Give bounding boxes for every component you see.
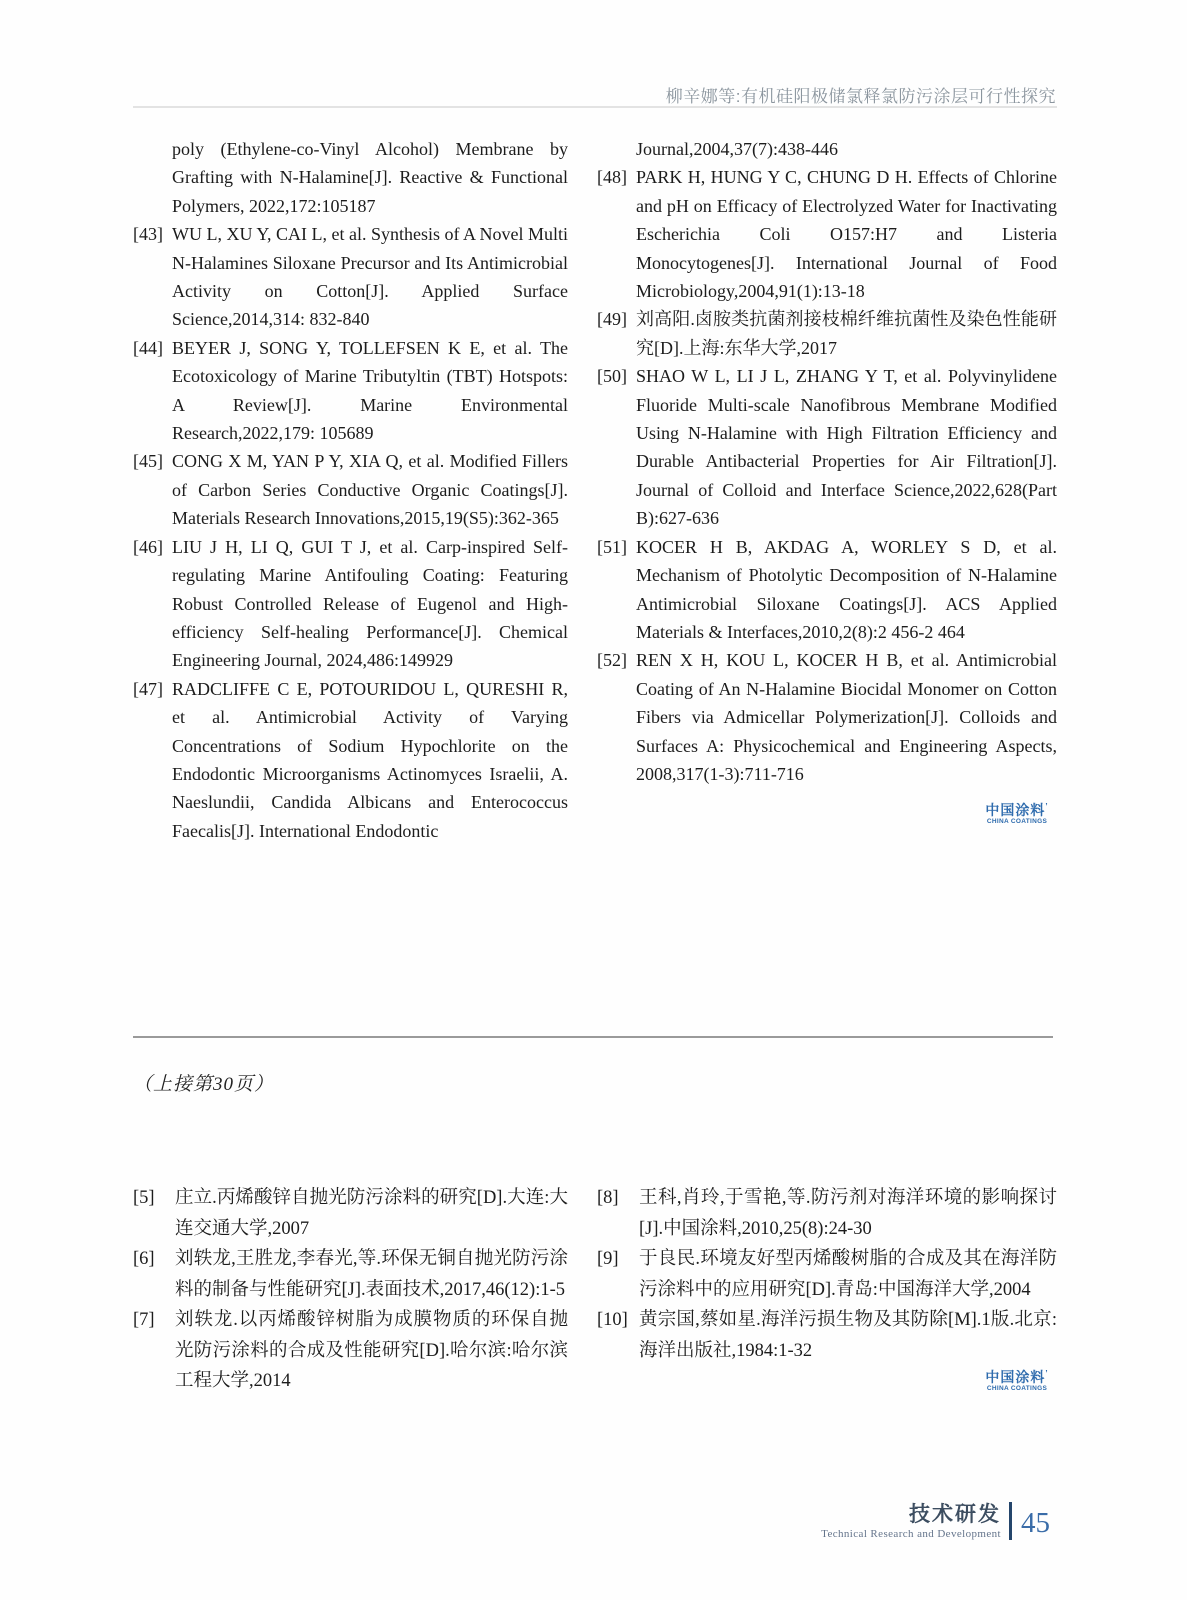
reference-item [597, 362, 1057, 532]
reference-text: 刘轶龙.以丙烯酸锌树脂为成膜物质的环保自抛光防污涂料的合成及性能研究[D].哈尔滨:哈尔滨工程大学,2014 [175, 1310, 568, 1391]
footer-section-cn: 技术研发 [909, 1502, 1001, 1526]
reference-number: [47] [133, 678, 163, 699]
reference-number: [9] [597, 1249, 619, 1269]
references-section-top [133, 135, 1057, 845]
reference-item [597, 1183, 1057, 1244]
reference-number: [48] [597, 167, 627, 188]
section-divider-rule [133, 1036, 1053, 1038]
running-head-title: 柳辛娜等:有机硅阳极储氯释氯防污涂层可行性探究 [665, 87, 1056, 106]
page-footer [821, 1502, 1050, 1540]
reference-item [133, 135, 568, 220]
reference-item [133, 1183, 568, 1244]
reference-number: [43] [133, 224, 163, 245]
reference-item [133, 1244, 568, 1305]
logo-text-en: CHINA COATINGS [986, 818, 1048, 825]
reference-text: RADCLIFFE C E, POTOURIDOU L, QURESHI R, et al. Antimicrobial Activity of Varying Concentrations of Sodium Hypochlorite on the Endodontic Microorganisms Actinomyces Israelii, A. Naeslundii, Candida Albicans and Enterococcus Faecalis[J]. International Endodontic [172, 678, 568, 841]
continuation-note: （上接第30页） [133, 1074, 275, 1095]
footer-divider-bar [1009, 1502, 1012, 1540]
reference-text: 庄立.丙烯酸锌自抛光防污涂料的研究[D].大连:大连交通大学,2007 [175, 1188, 568, 1239]
logo-text-cn: 中国涂料’ [985, 802, 1049, 818]
reference-item [133, 447, 568, 532]
reference-number: [7] [133, 1310, 155, 1330]
reference-item [133, 533, 568, 675]
reference-number: [49] [597, 309, 627, 330]
reference-text: Journal,2004,37(7):438-446 [636, 139, 838, 159]
reference-number: [8] [597, 1188, 619, 1208]
header-rule [133, 106, 1057, 108]
references-section-bottom [133, 1183, 1057, 1397]
reference-number: [44] [133, 337, 163, 358]
reference-text: SHAO W L, LI J L, ZHANG Y T, et al. Polyvinylidene Fluoride Multi-scale Nanofibrous Membrane Modified Using N-Halamine with High Filtration Efficiency and Durable Antibacterial Properties for Air Filtration[J]. Journal of Colloid and Interface Science,2022,628(Part B):627-636 [636, 366, 1057, 529]
footer-section-en: Technical Research and Development [821, 1528, 1001, 1540]
logo-text-en: CHINA COATINGS [986, 1385, 1048, 1392]
reference-text: 刘高阳.卤胺类抗菌剂接枝棉纤维抗菌性及染色性能研究[D].上海:东华大学,2017 [636, 309, 1057, 358]
reference-item [597, 135, 1057, 163]
reference-item [133, 220, 568, 334]
references-column-right [597, 135, 1057, 845]
footer-section-title [821, 1503, 1001, 1540]
reference-number: [52] [597, 650, 627, 671]
reference-text: 刘轶龙,王胜龙,李春光,等.环保无铜自抛光防污涂料的制备与性能研究[J].表面技术,2017,46(12):1-5 [175, 1249, 568, 1300]
reference-text: poly (Ethylene-co-Vinyl Alcohol) Membrane by Grafting with N-Halamine[J]. Reactive & Functional Polymers, 2022,172:105187 [172, 139, 568, 216]
reference-number: [50] [597, 366, 627, 387]
reference-item [597, 646, 1057, 788]
reference-text: BEYER J, SONG Y, TOLLEFSEN K E, et al. The Ecotoxicology of Marine Tributyltin (TBT) Hotspots: A Review[J]. Marine Environmental Research,2022,179: 105689 [172, 337, 568, 444]
reference-text: CONG X M, YAN P Y, XIA Q, et al. Modified Fillers of Carbon Series Conductive Organic Coatings[J]. Materials Research Innovations,2015,19(S5):362-365 [172, 451, 568, 529]
reference-text: WU L, XU Y, CAI L, et al. Synthesis of A Novel Multi N-Halamines Siloxane Precursor and Its Antimicrobial Activity on Cotton[J]. Applied Surface Science,2014,314: 832-840 [172, 224, 568, 330]
reference-item [597, 1305, 1057, 1366]
logo-trademark-mark: ’ [1045, 802, 1049, 811]
reference-number: [51] [597, 536, 627, 557]
reference-text: 王科,肖玲,于雪艳,等.防污剂对海洋环境的影响探讨[J].中国涂料,2010,25(8):24-30 [639, 1188, 1057, 1239]
reference-text: LIU J H, LI Q, GUI T J, et al. Carp-inspired Self-regulating Marine Antifouling Coating: Featuring Robust Controlled Release of Eugenol and High-efficiency Self-healing Performance[J]. Chemical Engineering Journal, 2024,486:149929 [172, 536, 568, 671]
reference-item [597, 1244, 1057, 1305]
reference-text: REN X H, KOU L, KOCER H B, et al. Antimicrobial Coating of An N-Halamine Biocidal Monomer on Cotton Fibers via Admicellar Polymerization[J]. Colloids and Surfaces A: Physicochemical and Engineering Aspects, 2008,317(1-3):711-716 [636, 650, 1057, 784]
reference-text: 黄宗国,蔡如星.海洋污损生物及其防除[M].1版.北京:海洋出版社,1984:1-32 [639, 1310, 1057, 1361]
reference-number: [6] [133, 1249, 155, 1269]
reference-item [597, 163, 1057, 305]
reference-item [133, 334, 568, 448]
references-column-right [597, 1183, 1057, 1397]
reference-item [133, 1305, 568, 1397]
reference-item [597, 305, 1057, 362]
china-coatings-logo [977, 1370, 1057, 1393]
reference-number: [10] [597, 1310, 628, 1330]
reference-text: KOCER H B, AKDAG A, WORLEY S D, et al. Mechanism of Photolytic Decomposition of N-Halamine Antimicrobial Siloxane Coatings[J]. ACS Applied Materials & Interfaces,2010,2(8):2 456-2 464 [636, 536, 1057, 642]
reference-number: [5] [133, 1188, 155, 1208]
reference-number: [45] [133, 451, 163, 472]
logo-trademark-mark: ’ [1045, 1369, 1049, 1378]
page-number: 45 [1021, 1507, 1050, 1539]
china-coatings-logo [977, 803, 1057, 826]
reference-text: 于良民.环境友好型丙烯酸树脂的合成及其在海洋防污涂料中的应用研究[D].青岛:中国海洋大学,2004 [639, 1249, 1057, 1300]
reference-item [597, 533, 1057, 647]
logo-text-cn: 中国涂料’ [985, 1369, 1049, 1385]
reference-item [133, 675, 568, 845]
reference-text: PARK H, HUNG Y C, CHUNG D H. Effects of Chlorine and pH on Efficacy of Electrolyzed Water for Inactivating Escherichia Coli O157:H7 and Listeria Monocytogenes[J]. International Journal of Food Microbiology,2004,91(1):13-18 [636, 167, 1057, 302]
references-column-left [133, 1183, 568, 1397]
references-column-left [133, 135, 568, 845]
reference-number: [46] [133, 536, 163, 557]
